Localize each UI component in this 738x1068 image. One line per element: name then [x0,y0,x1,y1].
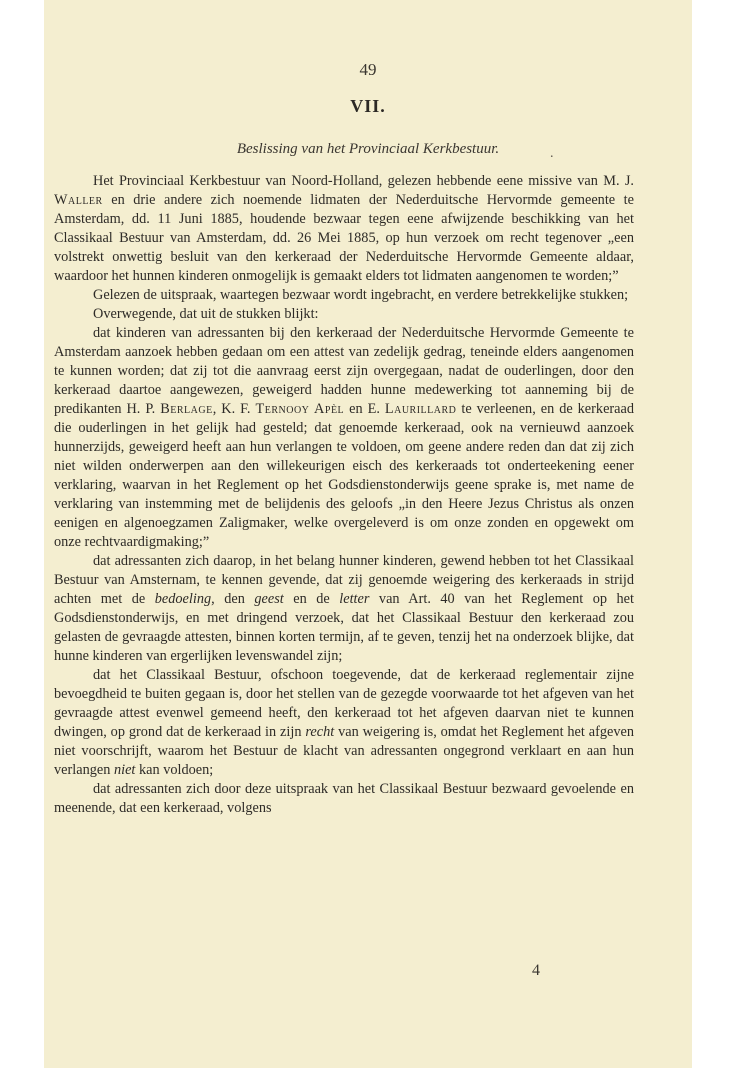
emphasis-niet: niet [113,762,136,778]
body-text [54,172,634,818]
page-number: 49 [359,60,377,79]
paragraph-6: dat het Classikaal Bestuur, ofschoon toegevende, dat de kerkeraad reglementair zijne bevoegdheid te buiten gegaan is, door het stellen van de gezegde voorwaarde tot het afgeven van het gevraagde attest evenwel gemeend heeft, den kerkeraad tot het afgeven daarvan niet te kunnen dwingen, op grond dat de kerkeraad in zijn recht van weigering is, omdat het Reglement het afgeven niet voorschrijft, waarom het Bestuur de klacht van adressanten ongegrond verklaart en aan hun verlangen niet kan voldoen; [54,667,634,778]
document-page [44,0,692,1068]
chapter-heading: VII. [350,96,386,116]
name-laurillard: Laurillard [384,401,457,417]
signature-mark: 4 [532,962,540,979]
emphasis-geest: geest [254,591,284,607]
stray-mark: . [550,146,554,161]
paragraph-2: Gelezen de uitspraak, waartegen bezwaar wordt ingebracht, en verdere betrekkelijke stukken; [93,287,629,303]
name-ternooy-apel: Ternooy Apèl [255,401,345,417]
emphasis-recht: recht [305,724,335,740]
emphasis-bedoeling: bedoeling [154,591,212,607]
emphasis-letter: letter [339,591,370,607]
paragraph-7: dat adressanten zich door deze uitspraak van het Classikaal Bestuur bezwaard gevoelende en meenende, dat een kerkeraad, volgens [54,781,634,816]
paragraph-1: Het Provinciaal Kerkbestuur van Noord-Holland, gelezen hebbende eene missive van M. J. Waller en drie andere zich noemende lidmaten der Nederduitsche Hervormde gemeente te Amsterdam, dd. 11 Juni 1885, houdende bezwaar tegen eene afwijzende beschikking van het Classikaal Bestuur van Amsterdam, dd. 26 Mei 1885, op hun verzoek om recht tegenover „een volstrekt onwettig besluit van den kerkeraad der Nederduitsche Hervormde Gemeente aldaar, waardoor het hunnen kinderen onmogelijk is gemaakt elders tot lidmaten aangenomen te worden;” [54,173,634,284]
name-waller: Waller [54,192,103,208]
name-berlage: Berlage [160,401,213,417]
paragraph-5: dat adressanten zich daarop, in het belang hunner kinderen, gewend hebben tot het Classikaal Bestuur van Amsternam, te kennen gevende, dat zij genoemde weigering des kerkeraads in strijd achten met de bedoeling, den geest en de letter van Art. 40 van het Reglement op het Godsdienstonderwijs, en met dringend verzoek, dat het Classikaal Bestuur den kerkeraad zou gelasten de gevraagde attesten, binnen korten termijn, af te geven, tenzij het na onderzoek blijke, dat hunne kinderen van ergerlijken levenswandel zijn; [54,553,635,664]
section-subtitle: Beslissing van het Provinciaal Kerkbestuur. [236,141,500,157]
paragraph-4: dat kinderen van adressanten bij den kerkeraad der Nederduitsche Hervormde Gemeente te Amsterdam aanzoek hebben gedaan om een attest van zedelijk gedrag, teneinde elders aangenomen te kunnen worden; dat zij tot die aanvraag eerst zijn overgegaan, nadat de ouderlingen, door den kerkeraad daartoe aangewezen, geweigerd hadden hunne medewerking tot aanneming bij de predikanten H. P. Berlage, K. F. Ternooy Apèl en E. Laurillard te verleenen, en de kerkeraad die ouderlingen in het gelijk had gesteld; dat genoemde kerkeraad, ook na vernieuwd aanzoek hunnerzijds, geweigerd heeft aan hun verlangen te voldoen, om geene andere reden dan dat zij zich niet wilden onderwerpen aan den willekeurigen eisch des kerkeraads tot onderteekening eener verklaring, waarvan in het Reglement op het Godsdienstonderwijs geene sprake is, met name de verklaring van instemming met de belijdenis des geloofs „in den Heere Jezus Christus als onzen eenigen en algenoegzamen Zaligmaker, welke overgeleverd is om onze zonden en opgewekt om onze rechtvaardigmaking;” [54,325,635,550]
paragraph-3: Overwegende, dat uit de stukken blijkt: [93,306,319,322]
